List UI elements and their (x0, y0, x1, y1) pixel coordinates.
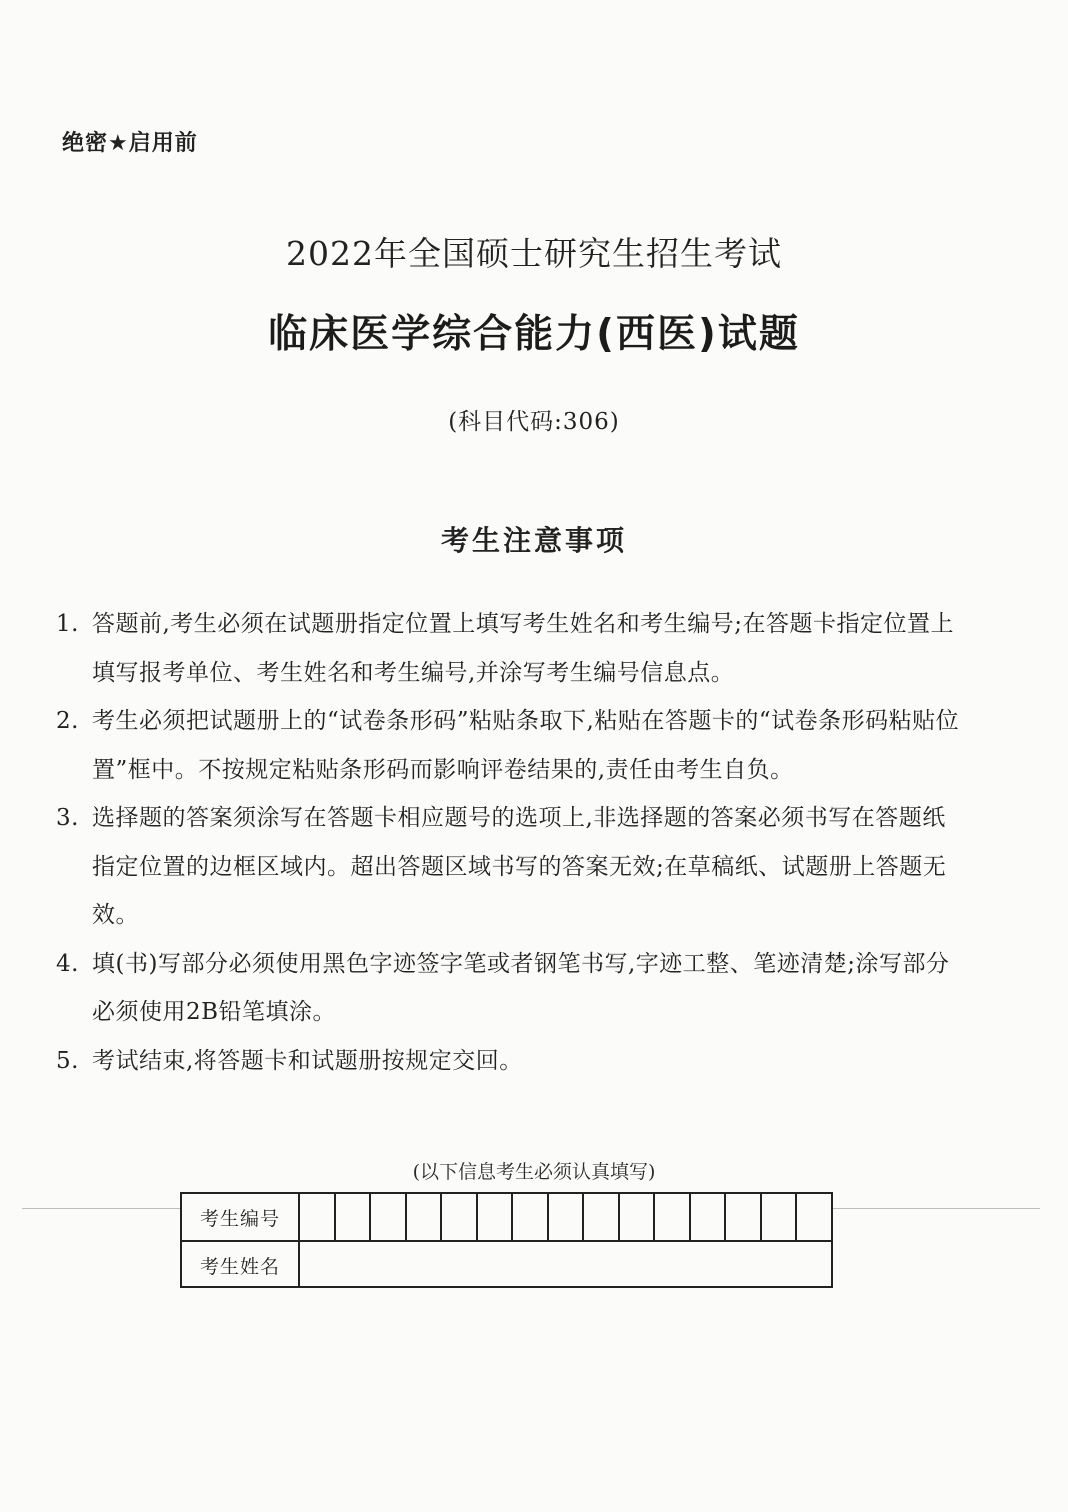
notice-text: 选择题的答案须涂写在答题卡相应题号的选项上,非选择题的答案必须书写在答题纸指定位置的边框区域内。超出答题区域书写的答案无效;在草稿纸、试题册上答题无效。 (92, 805, 947, 928)
candidate-id-digit-box[interactable] (513, 1194, 549, 1240)
notice-heading: 考生注意事项 (440, 524, 627, 557)
fill-instruction-note: (以下信息考生必须认真填写) (412, 1161, 656, 1183)
classification-label: 绝密★启用前 (62, 131, 198, 156)
candidate-name-row (182, 1242, 831, 1288)
candidate-id-digit-box[interactable] (442, 1194, 478, 1240)
candidate-id-digit-box[interactable] (797, 1194, 831, 1240)
candidate-name-field[interactable] (300, 1242, 831, 1288)
candidate-id-digit-box[interactable] (300, 1194, 336, 1240)
candidate-id-digit-box[interactable] (549, 1194, 585, 1240)
candidate-id-digit-box[interactable] (691, 1194, 727, 1240)
notice-number: 3. (56, 805, 79, 831)
exam-title: 临床医学综合能力(西医)试题 (268, 312, 800, 357)
notice-text: 考试结束,将答题卡和试题册按规定交回。 (92, 1047, 523, 1074)
notice-item-1 (56, 600, 961, 697)
candidate-id-digit-box[interactable] (478, 1194, 514, 1240)
notice-item-3 (56, 794, 961, 940)
notice-list (56, 600, 961, 1085)
candidate-id-digit-box[interactable] (726, 1194, 762, 1240)
notice-number: 1. (56, 611, 79, 637)
candidate-id-label: 考生编号 (182, 1194, 300, 1240)
candidate-id-digit-box[interactable] (336, 1194, 372, 1240)
notice-text: 答题前,考生必须在试题册指定位置上填写考生姓名和考生编号;在答题卡指定位置上填写报考单位、考生姓名和考生编号,并涂写考生编号信息点。 (92, 611, 955, 686)
candidate-name-label: 考生姓名 (182, 1242, 300, 1288)
notice-text: 填(书)写部分必须使用黑色字迹签字笔或者钢笔书写,字迹工整、笔迹清楚;涂写部分必须使用2B铅笔填涂。 (92, 950, 950, 1025)
candidate-id-digit-box[interactable] (407, 1194, 443, 1240)
notice-item-4 (56, 940, 961, 1037)
notice-item-5 (56, 1037, 961, 1086)
candidate-id-digit-box[interactable] (371, 1194, 407, 1240)
candidate-id-boxes[interactable] (300, 1194, 831, 1240)
candidate-id-digit-box[interactable] (762, 1194, 798, 1240)
notice-text: 考生必须把试题册上的“试卷条形码”粘贴条取下,粘贴在答题卡的“试卷条形码粘贴位置”框中。不按规定粘贴条形码而影响评卷结果的,责任由考生自负。 (92, 708, 960, 783)
exam-year-line: 2022年全国硕士研究生招生考试 (286, 234, 782, 273)
candidate-id-row (182, 1194, 831, 1242)
notice-number: 2. (56, 708, 79, 734)
notice-item-2 (56, 697, 961, 794)
notice-number: 4. (56, 950, 79, 977)
subject-code: (科目代码:306) (448, 409, 620, 435)
candidate-id-digit-box[interactable] (584, 1194, 620, 1240)
notice-number: 5. (56, 1047, 79, 1074)
candidate-id-digit-box[interactable] (620, 1194, 656, 1240)
candidate-info-table (180, 1192, 833, 1288)
candidate-id-digit-box[interactable] (655, 1194, 691, 1240)
